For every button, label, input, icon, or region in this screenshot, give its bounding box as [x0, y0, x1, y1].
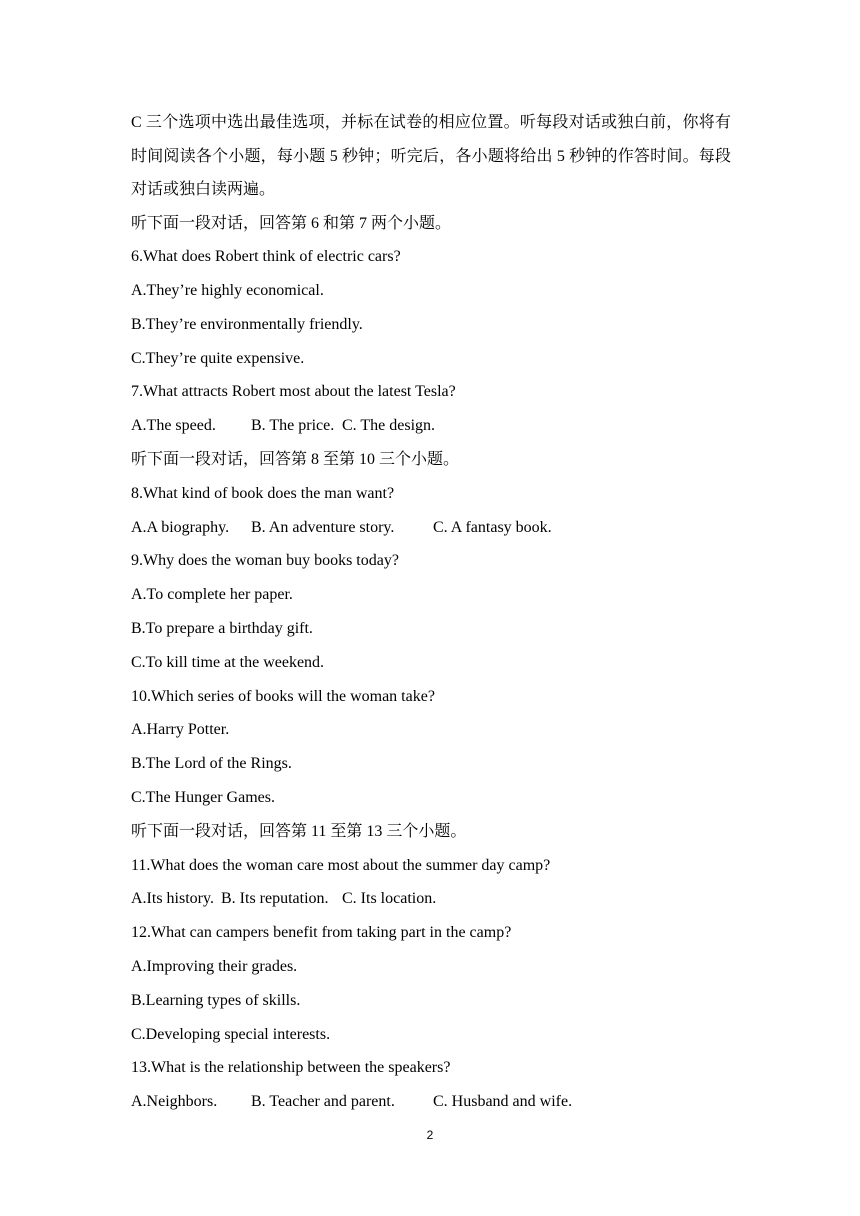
question-7-option-b: B. The price. [251, 417, 335, 435]
question-8-option-b: B. An adventure story. [251, 518, 395, 536]
question-13: 13.What is the relationship between the speakers? [131, 1059, 451, 1077]
question-9-option-b: B.To prepare a birthday gift. [131, 620, 313, 638]
question-13-option-b: B. Teacher and parent. [251, 1093, 395, 1111]
question-6-option-c: C.They’re quite expensive. [131, 349, 305, 367]
question-8-options [131, 511, 731, 545]
question-11-option-c: C. Its location. [342, 890, 437, 908]
question-6: 6.What does Robert think of electric cars? [131, 248, 401, 266]
question-7: 7.What attracts Robert most about the latest Tesla? [131, 383, 456, 401]
question-6-option-a: A.They’re highly economical. [131, 282, 324, 300]
question-8-option-a: A.A biography. [131, 518, 230, 536]
section-instructions: C 三个选项中选出最佳选项，并标在试卷的相应位置。听每段对话或独白前，你将有时间阅读各个小题，每小题 5 秒钟；听完后，各小题将给出 5 秒钟的作答时间。每段对话或独白读两遍。 [131, 114, 731, 198]
question-9-option-c: C.To kill time at the weekend. [131, 653, 325, 671]
question-11: 11.What does the woman care most about the summer day camp? [131, 856, 551, 874]
question-10-option-a: A.Harry Potter. [131, 721, 230, 739]
question-11-option-b: B. Its reputation. [221, 890, 329, 908]
question-8-option-c: C. A fantasy book. [433, 518, 552, 536]
page-number: 2 [426, 1128, 434, 1142]
question-10-option-b: B.The Lord of the Rings. [131, 755, 292, 773]
question-13-option-c: C. Husband and wife. [433, 1093, 573, 1111]
page-content [131, 106, 731, 1119]
question-12: 12.What can campers benefit from taking part in the camp? [131, 924, 512, 942]
section-heading-8-10: 听下面一段对话，回答第 8 至第 10 三个小题。 [131, 451, 460, 469]
question-9-option-a: A.To complete her paper. [131, 586, 293, 604]
question-13-options [131, 1085, 731, 1119]
question-11-options [131, 882, 731, 916]
question-8: 8.What kind of book does the man want? [131, 484, 395, 502]
question-11-option-a: A.Its history. [131, 890, 214, 908]
question-12-option-a: A.Improving their grades. [131, 958, 298, 976]
question-7-options [131, 409, 731, 443]
question-12-option-b: B.Learning types of skills. [131, 991, 301, 1009]
question-13-option-a: A.Neighbors. [131, 1093, 218, 1111]
question-12-option-c: C.Developing special interests. [131, 1025, 331, 1043]
question-9: 9.Why does the woman buy books today? [131, 552, 399, 570]
section-heading-6-7: 听下面一段对话，回答第 6 和第 7 两个小题。 [131, 214, 452, 232]
question-7-option-a: A.The speed. [131, 417, 216, 435]
question-10: 10.Which series of books will the woman take? [131, 687, 435, 705]
question-7-option-c: C. The design. [342, 417, 436, 435]
section-heading-11-13: 听下面一段对话，回答第 11 至第 13 三个小题。 [131, 822, 467, 840]
question-6-option-b: B.They’re environmentally friendly. [131, 315, 363, 333]
question-10-option-c: C.The Hunger Games. [131, 789, 275, 807]
